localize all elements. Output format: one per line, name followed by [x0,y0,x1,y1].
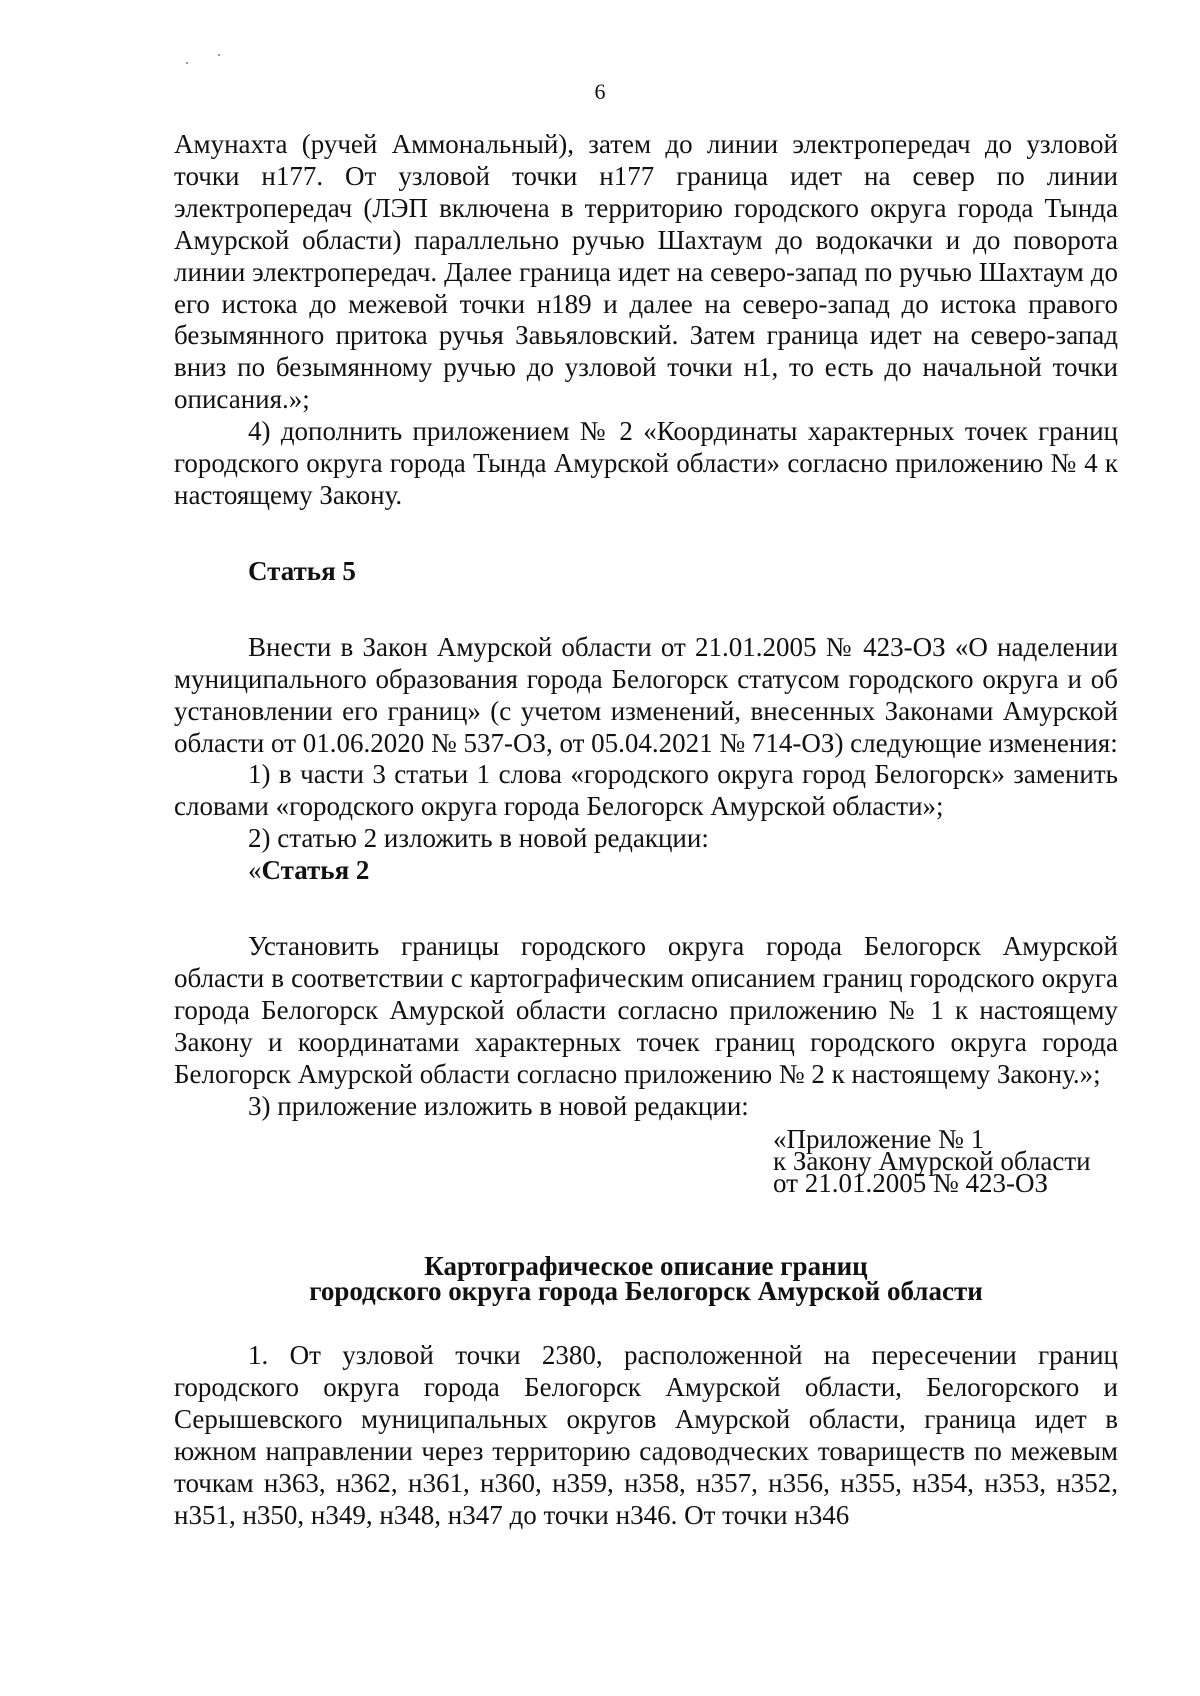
spacer [174,1194,1118,1254]
page-number: 6 [594,79,606,104]
description-paragraph-1: 1. От узловой точки 2380, расположенной на пересечении границ городского округа города Белогорск Амурской области, Белогорского и Серышевского муниципальных округов Амурской области, граница идет в южном направлении через территорию садоводческих товариществ по межевым точкам н363, н362, н361, н360, н359, н358, н357, н356, н355, н354, н353, н352, н351, н350, н349, н348, н347 до точки н346. От точки н346 [174,1340,1118,1530]
scan-specks [186,54,246,74]
scan-speck [186,62,188,64]
spacer [174,887,1118,931]
article-5-intro: Внести в Закон Амурской области от 21.01.2005 № 423-ОЗ «О наделении муниципального образования города Белогорск статусом городского округа и об установлении его границ» (с учетом изменений, внесенных Законами Амурской области от 01.06.2020 № 537-ОЗ, от 05.04.2021 № 714-ОЗ) следующие изменения: [174,631,1118,758]
article-5-item-2: 2) статью 2 изложить в новой редакции: [248,823,709,854]
description-title-line-1: Картографическое описание границ [424,1251,868,1282]
document-body [174,129,1118,1532]
article-5-heading: Статья 5 [248,555,356,586]
appendix-line-2: к Закону Амурской области [773,1146,1091,1177]
paragraph-item-4: 4) дополнить приложением № 2 «Координаты характерных точек границ городского округа города Тында Амурской области» согласно приложению № 4 к настоящему Закону. [174,416,1118,510]
description-title-line-2: городского округа города Белогорск Амурской области [309,1276,983,1307]
quoted-heading-text: Статья 2 [261,855,370,886]
spacer [174,512,1118,556]
appendix-line-3: от 21.01.2005 № 423-ОЗ [773,1168,1048,1199]
article-5-item-3: 3) приложение изложить в новой редакции: [248,1090,749,1121]
paragraph-continuation: Амунахта (ручей Аммональный), затем до линии электропередач до узловой точки н177. От узловой точки н177 граница идет на север по линии электропередач (ЛЭП включена в территорию городского округа города Тында Амурской области) параллельно ручью Шахтаум до водокачки и до поворота линии электропередач. Далее граница идет на северо-запад по ручью Шахтаум до его истока до межевой точки н189 и далее на северо-запад до истока правого безымянного притока ручья Завьяловский. Затем граница идет на северо-запад вниз по безымянному ручью до узловой точки н1, то есть до начальной точки описания.»; [174,129,1118,415]
spacer [174,1304,1118,1340]
spacer [174,588,1118,632]
quoted-article-2-heading [174,855,1118,887]
scan-speck [218,54,220,56]
opening-quote-mark: « [248,855,262,886]
quoted-article-2-text: Установить границы городского округа города Белогорск Амурской области в соответствии с картографическим описанием границ городского округа города Белогорск Амурской области согласно приложению № 1 к настоящему Закону и координатами характерных точек границ городского округа города Белогорск Амурской области согласно приложению № 2 к настоящему Закону.»; [174,931,1118,1089]
article-5-item-1: 1) в части 3 статьи 1 слова «городского округа город Белогорск» заменить словами «городского округа города Белогорск Амурской области»; [174,759,1118,822]
appendix-line-1: «Приложение № 1 [773,1124,985,1155]
